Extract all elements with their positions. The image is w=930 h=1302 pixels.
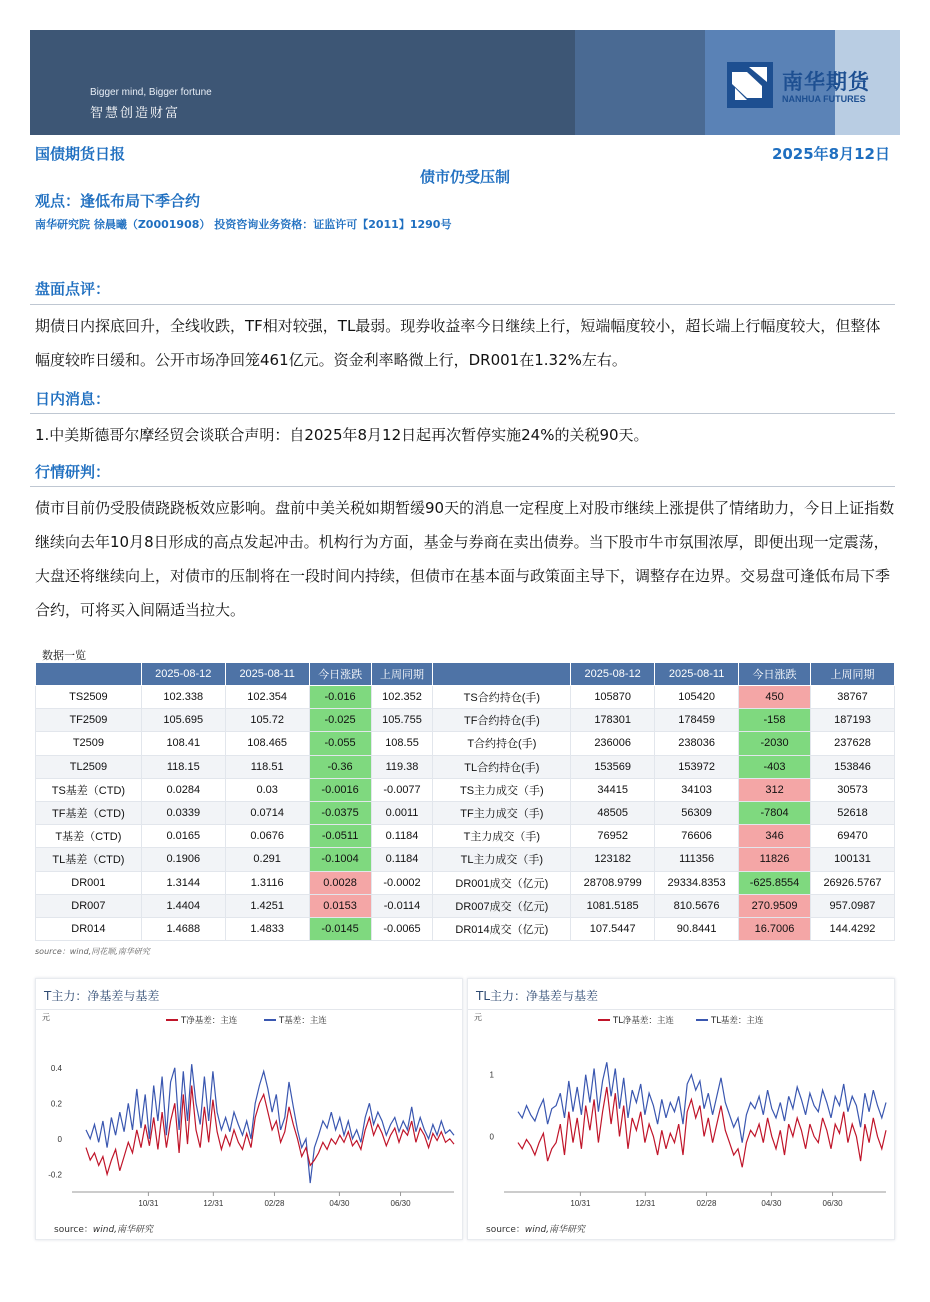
x-tick-label: 02/28 — [264, 1199, 285, 1208]
legend-entry: TL净基差：主连 — [613, 1016, 674, 1026]
table-cell: 0.0339 — [141, 801, 225, 824]
table-cell: 90.8441 — [655, 917, 739, 940]
table-header-cell: 今日涨跌 — [739, 663, 811, 686]
table-cell: 237628 — [811, 732, 895, 755]
table-cell: 238036 — [655, 732, 739, 755]
divider — [30, 486, 895, 487]
table-cell: -403 — [739, 755, 811, 778]
table-cell: 48505 — [571, 801, 655, 824]
x-tick-label: 10/31 — [138, 1199, 159, 1208]
table-cell: 16.7006 — [739, 917, 811, 940]
table-cell: TL2509 — [36, 755, 142, 778]
logo-text-english: NANHUA FUTURES — [782, 94, 866, 104]
y-tick-label: -0.2 — [48, 1170, 62, 1180]
table-cell: 76952 — [571, 825, 655, 848]
table-cell: DR007成交（亿元) — [433, 894, 571, 917]
table-cell: DR014 — [36, 917, 142, 940]
table-cell: 450 — [739, 686, 811, 709]
table-cell: 153972 — [655, 755, 739, 778]
table-cell: TS2509 — [36, 686, 142, 709]
section-title: 行情研判： — [35, 463, 111, 481]
source-label: source： — [54, 1225, 93, 1235]
chart-panel-tl — [467, 978, 895, 1240]
table-cell: 105.695 — [141, 709, 225, 732]
table-cell: 102.354 — [225, 686, 309, 709]
table-cell: 236006 — [571, 732, 655, 755]
table-cell: 153846 — [811, 755, 895, 778]
table-cell: 810.5676 — [655, 894, 739, 917]
section-text: 1.中美斯德哥尔摩经贸会谈联合声明：自2025年8月12日起再次暂停实施24%的关税90天。 — [35, 426, 649, 444]
table-cell: 270.9509 — [739, 894, 811, 917]
table-cell: 11826 — [739, 848, 811, 871]
x-tick-label: 10/31 — [570, 1199, 591, 1208]
y-tick-label: 0.2 — [50, 1099, 62, 1109]
x-tick-label: 06/30 — [390, 1199, 411, 1208]
table-cell: T主力成交（手) — [433, 825, 571, 848]
table-cell: TS主力成交（手) — [433, 778, 571, 801]
table-cell: 56309 — [655, 801, 739, 824]
table-cell: 52618 — [811, 801, 895, 824]
table-cell: 38767 — [811, 686, 895, 709]
table-cell: TF合约持仓(手) — [433, 709, 571, 732]
table-cell: -0.0145 — [309, 917, 371, 940]
slogan-english: Bigger mind, Bigger fortune — [90, 87, 212, 98]
y-axis-label: 元 — [474, 1013, 482, 1022]
table-cell: 153569 — [571, 755, 655, 778]
table-cell: T合约持仓(手) — [433, 732, 571, 755]
table-cell: DR007 — [36, 894, 142, 917]
table-row — [36, 871, 895, 894]
table-header-cell: 上周同期 — [811, 663, 895, 686]
table-cell: 178459 — [655, 709, 739, 732]
table-row — [36, 732, 895, 755]
table-header-cell: 2025-08-11 — [655, 663, 739, 686]
table-cell: 105.755 — [371, 709, 433, 732]
divider — [30, 413, 895, 414]
table-cell: 105420 — [655, 686, 739, 709]
banner-stripe — [575, 30, 705, 135]
section-text: 期债日内探底回升，全线收跌，TF相对较强，TL最弱。现券收益率今日继续上行，短端幅度较小，超长端上行幅度较大，但整体幅度较昨日缓和。公开市场净回笼461亿元。资金利率略微上行，DR001在1.32%左右。 — [35, 317, 881, 369]
table-cell: -0.025 — [309, 709, 371, 732]
table-cell: 100131 — [811, 848, 895, 871]
table-cell: 118.15 — [141, 755, 225, 778]
table-header-cell: 2025-08-12 — [141, 663, 225, 686]
table-cell: 108.465 — [225, 732, 309, 755]
chart-tl-basis — [468, 1010, 894, 1220]
view-point: 观点：逢低布局下季合约 — [35, 192, 201, 210]
report-type: 国债期货日报 — [35, 145, 126, 163]
table-cell: 111356 — [655, 848, 739, 871]
source-label: source： — [486, 1225, 525, 1235]
table-cell: 0.0714 — [225, 801, 309, 824]
table-cell: -0.1004 — [309, 848, 371, 871]
x-tick-label: 02/28 — [696, 1199, 717, 1208]
x-tick-label: 12/31 — [635, 1199, 656, 1208]
table-cell: -0.0114 — [371, 894, 433, 917]
y-tick-label: 0 — [489, 1132, 494, 1142]
table-cell: T基差（CTD) — [36, 825, 142, 848]
table-cell: 1.3144 — [141, 871, 225, 894]
table-cell: 0.291 — [225, 848, 309, 871]
table-cell: TL基差（CTD) — [36, 848, 142, 871]
table-cell: 107.5447 — [571, 917, 655, 940]
table-row — [36, 894, 895, 917]
table-cell: TF基差（CTD) — [36, 801, 142, 824]
table-cell: -2030 — [739, 732, 811, 755]
table-cell: 0.1184 — [371, 825, 433, 848]
table-cell: -158 — [739, 709, 811, 732]
table-cell: -625.8554 — [739, 871, 811, 894]
table-cell: -0.0016 — [309, 778, 371, 801]
data-table — [35, 662, 895, 941]
table-cell: -0.016 — [309, 686, 371, 709]
table-cell: 1.4833 — [225, 917, 309, 940]
y-tick-label: 1 — [489, 1070, 494, 1080]
y-axis-label: 元 — [42, 1013, 50, 1022]
legend-entry: T净基差：主连 — [181, 1016, 238, 1026]
table-cell: -7804 — [739, 801, 811, 824]
table-cell: 0.0153 — [309, 894, 371, 917]
table-cell: 76606 — [655, 825, 739, 848]
table-cell: 0.0028 — [309, 871, 371, 894]
table-row — [36, 709, 895, 732]
table-cell: 0.0284 — [141, 778, 225, 801]
table-header-row — [36, 663, 895, 686]
report-date: 2025年8月12日 — [771, 145, 890, 163]
series-line — [86, 1064, 454, 1183]
table-cell: 102.338 — [141, 686, 225, 709]
table-cell: DR001成交（亿元) — [433, 871, 571, 894]
table-cell: 105870 — [571, 686, 655, 709]
table-cell: DR001 — [36, 871, 142, 894]
table-cell: 119.38 — [371, 755, 433, 778]
section-title: 日内消息： — [35, 390, 111, 408]
nanhua-logo-icon — [727, 62, 773, 108]
section-title: 盘面点评： — [35, 280, 111, 298]
table-source: source：wind,同花顺,南华研究 — [35, 947, 150, 956]
table-cell: 34103 — [655, 778, 739, 801]
header-banner — [30, 30, 900, 135]
table-cell: -0.0077 — [371, 778, 433, 801]
x-tick-label: 04/30 — [761, 1199, 782, 1208]
table-cell: 312 — [739, 778, 811, 801]
table-cell: TS合约持仓(手) — [433, 686, 571, 709]
legend-entry: T基差：主连 — [279, 1016, 327, 1026]
headline: 债市仍受压制 — [419, 168, 510, 186]
table-cell: 0.1906 — [141, 848, 225, 871]
table-cell: TL主力成交（手) — [433, 848, 571, 871]
legend-entry: TL基差：主连 — [711, 1016, 764, 1026]
chart-source — [54, 1222, 153, 1235]
table-cell: 29334.8353 — [655, 871, 739, 894]
table-caption: 数据一览 — [42, 649, 86, 662]
table-cell: 346 — [739, 825, 811, 848]
table-cell: -0.0375 — [309, 801, 371, 824]
table-cell: TF2509 — [36, 709, 142, 732]
table-cell: 1.4251 — [225, 894, 309, 917]
x-tick-label: 04/30 — [329, 1199, 350, 1208]
table-cell: 1.4404 — [141, 894, 225, 917]
author-line: 南华研究院 徐晨曦（Z0001908） 投资咨询业务资格：证监许可【2011】1290号 — [35, 218, 452, 231]
table-cell: 105.72 — [225, 709, 309, 732]
y-tick-label: 0 — [57, 1134, 62, 1144]
table-row — [36, 848, 895, 871]
table-cell: 102.352 — [371, 686, 433, 709]
table-cell: 0.0011 — [371, 801, 433, 824]
table-cell: -0.0511 — [309, 825, 371, 848]
table-cell: 0.0676 — [225, 825, 309, 848]
table-cell: 1081.5185 — [571, 894, 655, 917]
table-cell: 1.4688 — [141, 917, 225, 940]
logo-text: 南华期货 — [782, 70, 870, 94]
table-cell: -0.055 — [309, 732, 371, 755]
chart-title: T主力：净基差与基差 — [44, 989, 160, 1003]
table-row — [36, 755, 895, 778]
section-text: 债市目前仍受股债跷跷板效应影响。盘前中美关税如期暂缓90天的消息一定程度上对股市继续上涨提供了情绪助力，今日上证指数继续向去年10月8日形成的高点发起冲击。机构行为方面，基金与券商在卖出债券。当下股市牛市氛围浓厚，即便出现一定震荡，大盘还将继续向上，对债市的压制将在一段时间内持续，但债市在基本面与政策面主导下，调整存在边界。交易盘可逢低布局下季合约，可将买入间隔适当拉大。 — [35, 499, 895, 619]
table-cell: 34415 — [571, 778, 655, 801]
table-row — [36, 686, 895, 709]
table-cell: 69470 — [811, 825, 895, 848]
table-cell: 178301 — [571, 709, 655, 732]
table-cell: TL合约持仓(手) — [433, 755, 571, 778]
table-cell: -0.36 — [309, 755, 371, 778]
table-cell: 187193 — [811, 709, 895, 732]
source-text: wind,南华研究 — [524, 1225, 586, 1235]
table-cell: -0.0002 — [371, 871, 433, 894]
table-cell: 123182 — [571, 848, 655, 871]
chart-panel-t — [35, 978, 463, 1240]
table-cell: 1.3116 — [225, 871, 309, 894]
table-row — [36, 825, 895, 848]
table-header-cell: 上周同期 — [371, 663, 433, 686]
table-cell: TS基差（CTD) — [36, 778, 142, 801]
series-line — [518, 1062, 886, 1142]
chart-title: TL主力：净基差与基差 — [476, 989, 599, 1003]
divider — [30, 304, 895, 305]
table-cell: 28708.9799 — [571, 871, 655, 894]
table-cell: 0.0165 — [141, 825, 225, 848]
y-tick-label: 0.4 — [50, 1063, 62, 1073]
table-cell: 26926.5767 — [811, 871, 895, 894]
table-row — [36, 778, 895, 801]
table-header-cell — [36, 663, 142, 686]
table-cell: T2509 — [36, 732, 142, 755]
table-cell: 30573 — [811, 778, 895, 801]
slogan-chinese: 智慧创造财富 — [90, 106, 181, 121]
table-cell: TF主力成交（手) — [433, 801, 571, 824]
table-cell: -0.0065 — [371, 917, 433, 940]
table-row — [36, 801, 895, 824]
table-cell: 118.51 — [225, 755, 309, 778]
table-cell: DR014成交（亿元) — [433, 917, 571, 940]
table-cell: 144.4292 — [811, 917, 895, 940]
source-text: wind,南华研究 — [92, 1225, 154, 1235]
chart-source — [486, 1222, 585, 1235]
chart-t-basis — [36, 1010, 462, 1220]
table-cell: 0.1184 — [371, 848, 433, 871]
table-cell: 957.0987 — [811, 894, 895, 917]
table-header-cell — [433, 663, 571, 686]
table-header-cell: 今日涨跌 — [309, 663, 371, 686]
x-tick-label: 06/30 — [822, 1199, 843, 1208]
table-cell: 0.03 — [225, 778, 309, 801]
table-header-cell: 2025-08-11 — [225, 663, 309, 686]
table-header-cell: 2025-08-12 — [571, 663, 655, 686]
x-tick-label: 12/31 — [203, 1199, 224, 1208]
table-cell: 108.55 — [371, 732, 433, 755]
table-cell: 108.41 — [141, 732, 225, 755]
series-line — [518, 1087, 886, 1167]
table-row — [36, 917, 895, 940]
